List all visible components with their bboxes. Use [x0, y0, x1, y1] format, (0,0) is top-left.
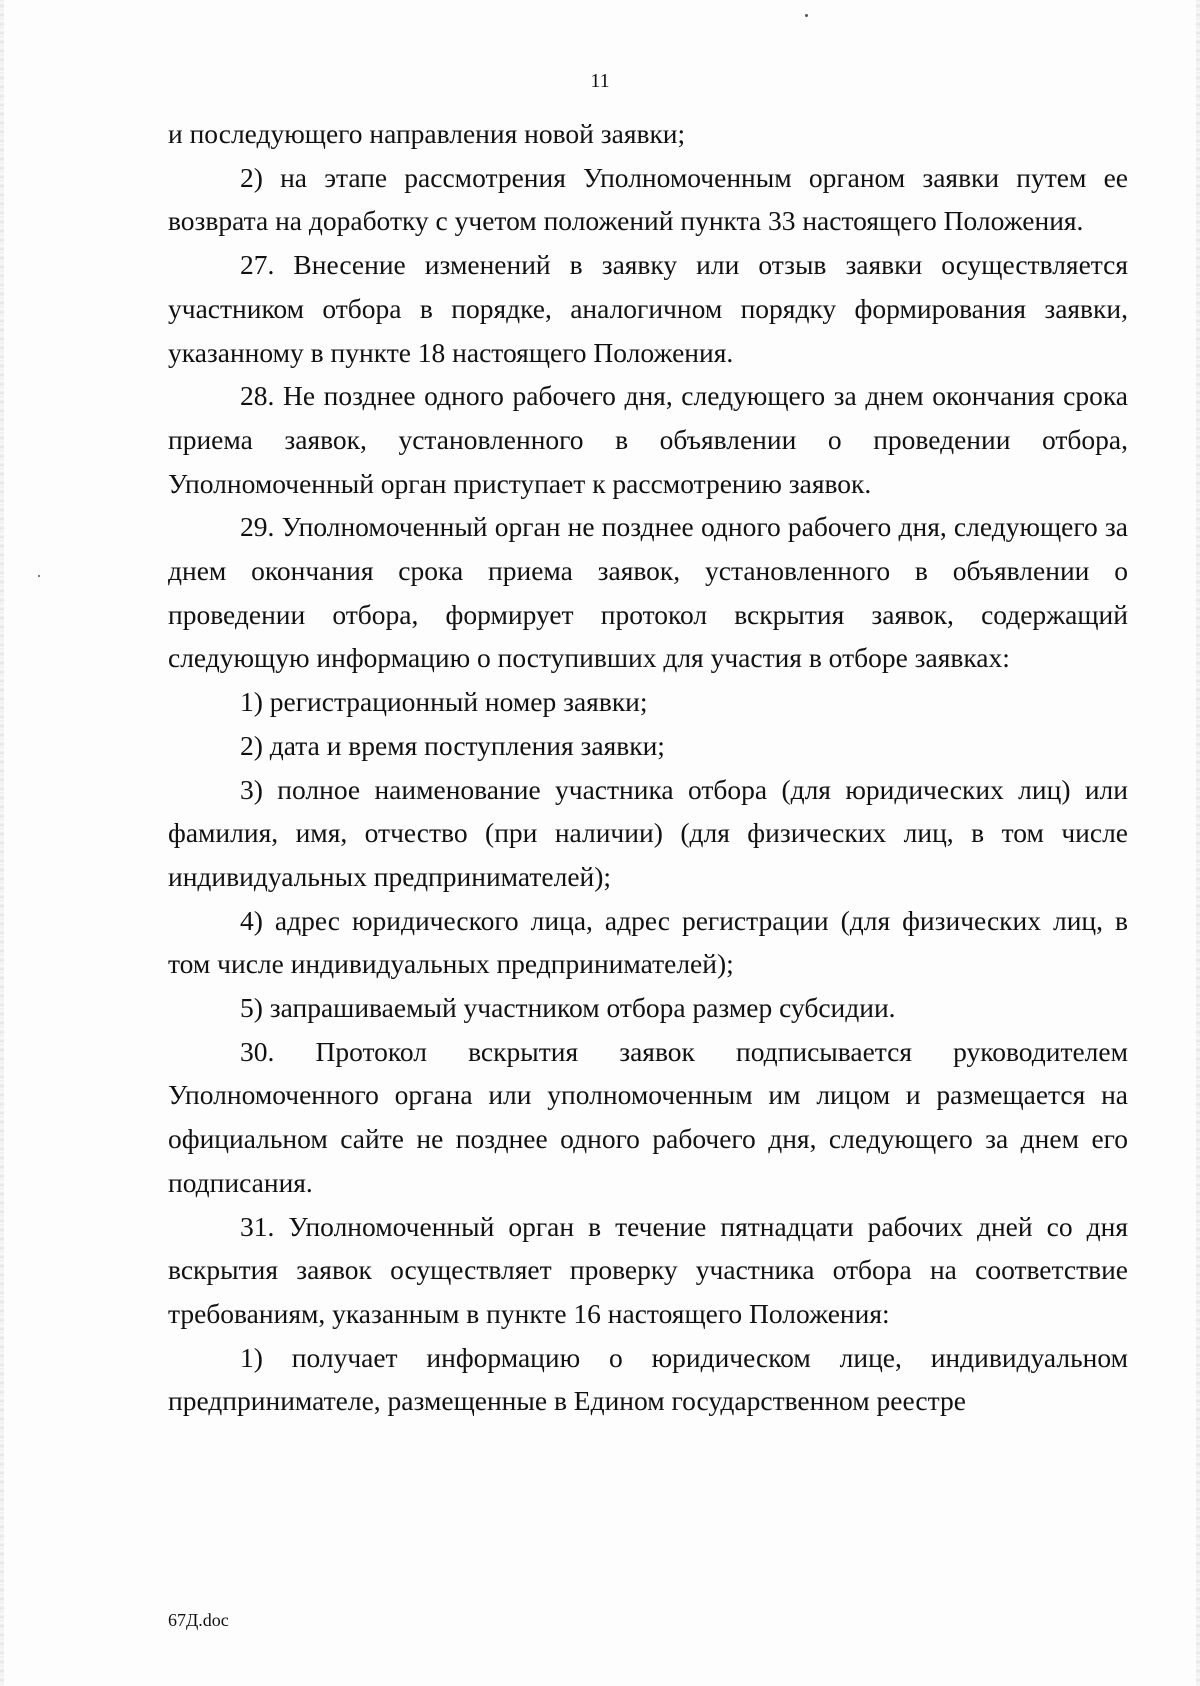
- paragraph: 29. Уполномоченный орган не позднее одного рабочего дня, следующего за днем окончания срока приема заявок, установленного в объявлении о проведении отбора, формирует протокол вскрытия заявок, содержащий следующую информацию о поступивших для участия в отборе заявках:: [168, 511, 1128, 674]
- page-number: 11: [590, 70, 610, 92]
- file-name-footer: 67Д.doc: [168, 1610, 229, 1630]
- paragraph: 27. Внесение изменений в заявку или отзыв заявки осуществляется участником отбора в порядке, аналогичном порядку формирования заявки, указанному в пункте 18 настоящего Положения.: [168, 249, 1128, 368]
- paragraph: 28. Не позднее одного рабочего дня, следующего за днем окончания срока приема заявок, установленного в объявлении о проведении отбора, Уполномоченный орган приступает к рассмотрению заявок.: [168, 380, 1128, 499]
- paragraph: 2) дата и время поступления заявки;: [240, 729, 665, 761]
- paragraph: 1) получает информацию о юридическом лице, индивидуальном предпринимателе, размещенные в Едином государственном реестре: [168, 1341, 1128, 1417]
- paragraph: 5) запрашиваемый участником отбора размер субсидии.: [240, 992, 896, 1024]
- paragraph: 30. Протокол вскрытия заявок подписывается руководителем Уполномоченного органа или уполномоченным им лицом и размещается на официальном сайте не позднее одного рабочего дня, следующего за днем его подписания.: [168, 1035, 1128, 1198]
- scan-edge-right: [1196, 0, 1200, 1686]
- paragraph: 31. Уполномоченный орган в течение пятнадцати рабочих дней со дня вскрытия заявок осуществляет проверку участника отбора на соответствие требованиям, указанным в пункте 16 настоящего Положения:: [168, 1210, 1128, 1329]
- paragraph: 1) регистрационный номер заявки;: [240, 686, 648, 718]
- scan-speck: [38, 575, 40, 577]
- paragraph: и последующего направления новой заявки;: [168, 118, 686, 149]
- document-body: [168, 112, 1128, 1423]
- scan-speck: [805, 14, 808, 17]
- paragraph: 2) на этапе рассмотрения Уполномоченным органом заявки путем ее возврата на доработку с учетом положений пункта 33 настоящего Положения.: [168, 161, 1128, 237]
- paragraph: 4) адрес юридического лица, адрес регистрации (для физических лиц, в том числе индивидуальных предпринимателей);: [168, 904, 1128, 980]
- paragraph: 3) полное наименование участника отбора (для юридических лиц) или фамилия, имя, отчество (при наличии) (для физических лиц, в том числе индивидуальных предпринимателей);: [168, 773, 1128, 892]
- scan-edge-left: [0, 0, 4, 1686]
